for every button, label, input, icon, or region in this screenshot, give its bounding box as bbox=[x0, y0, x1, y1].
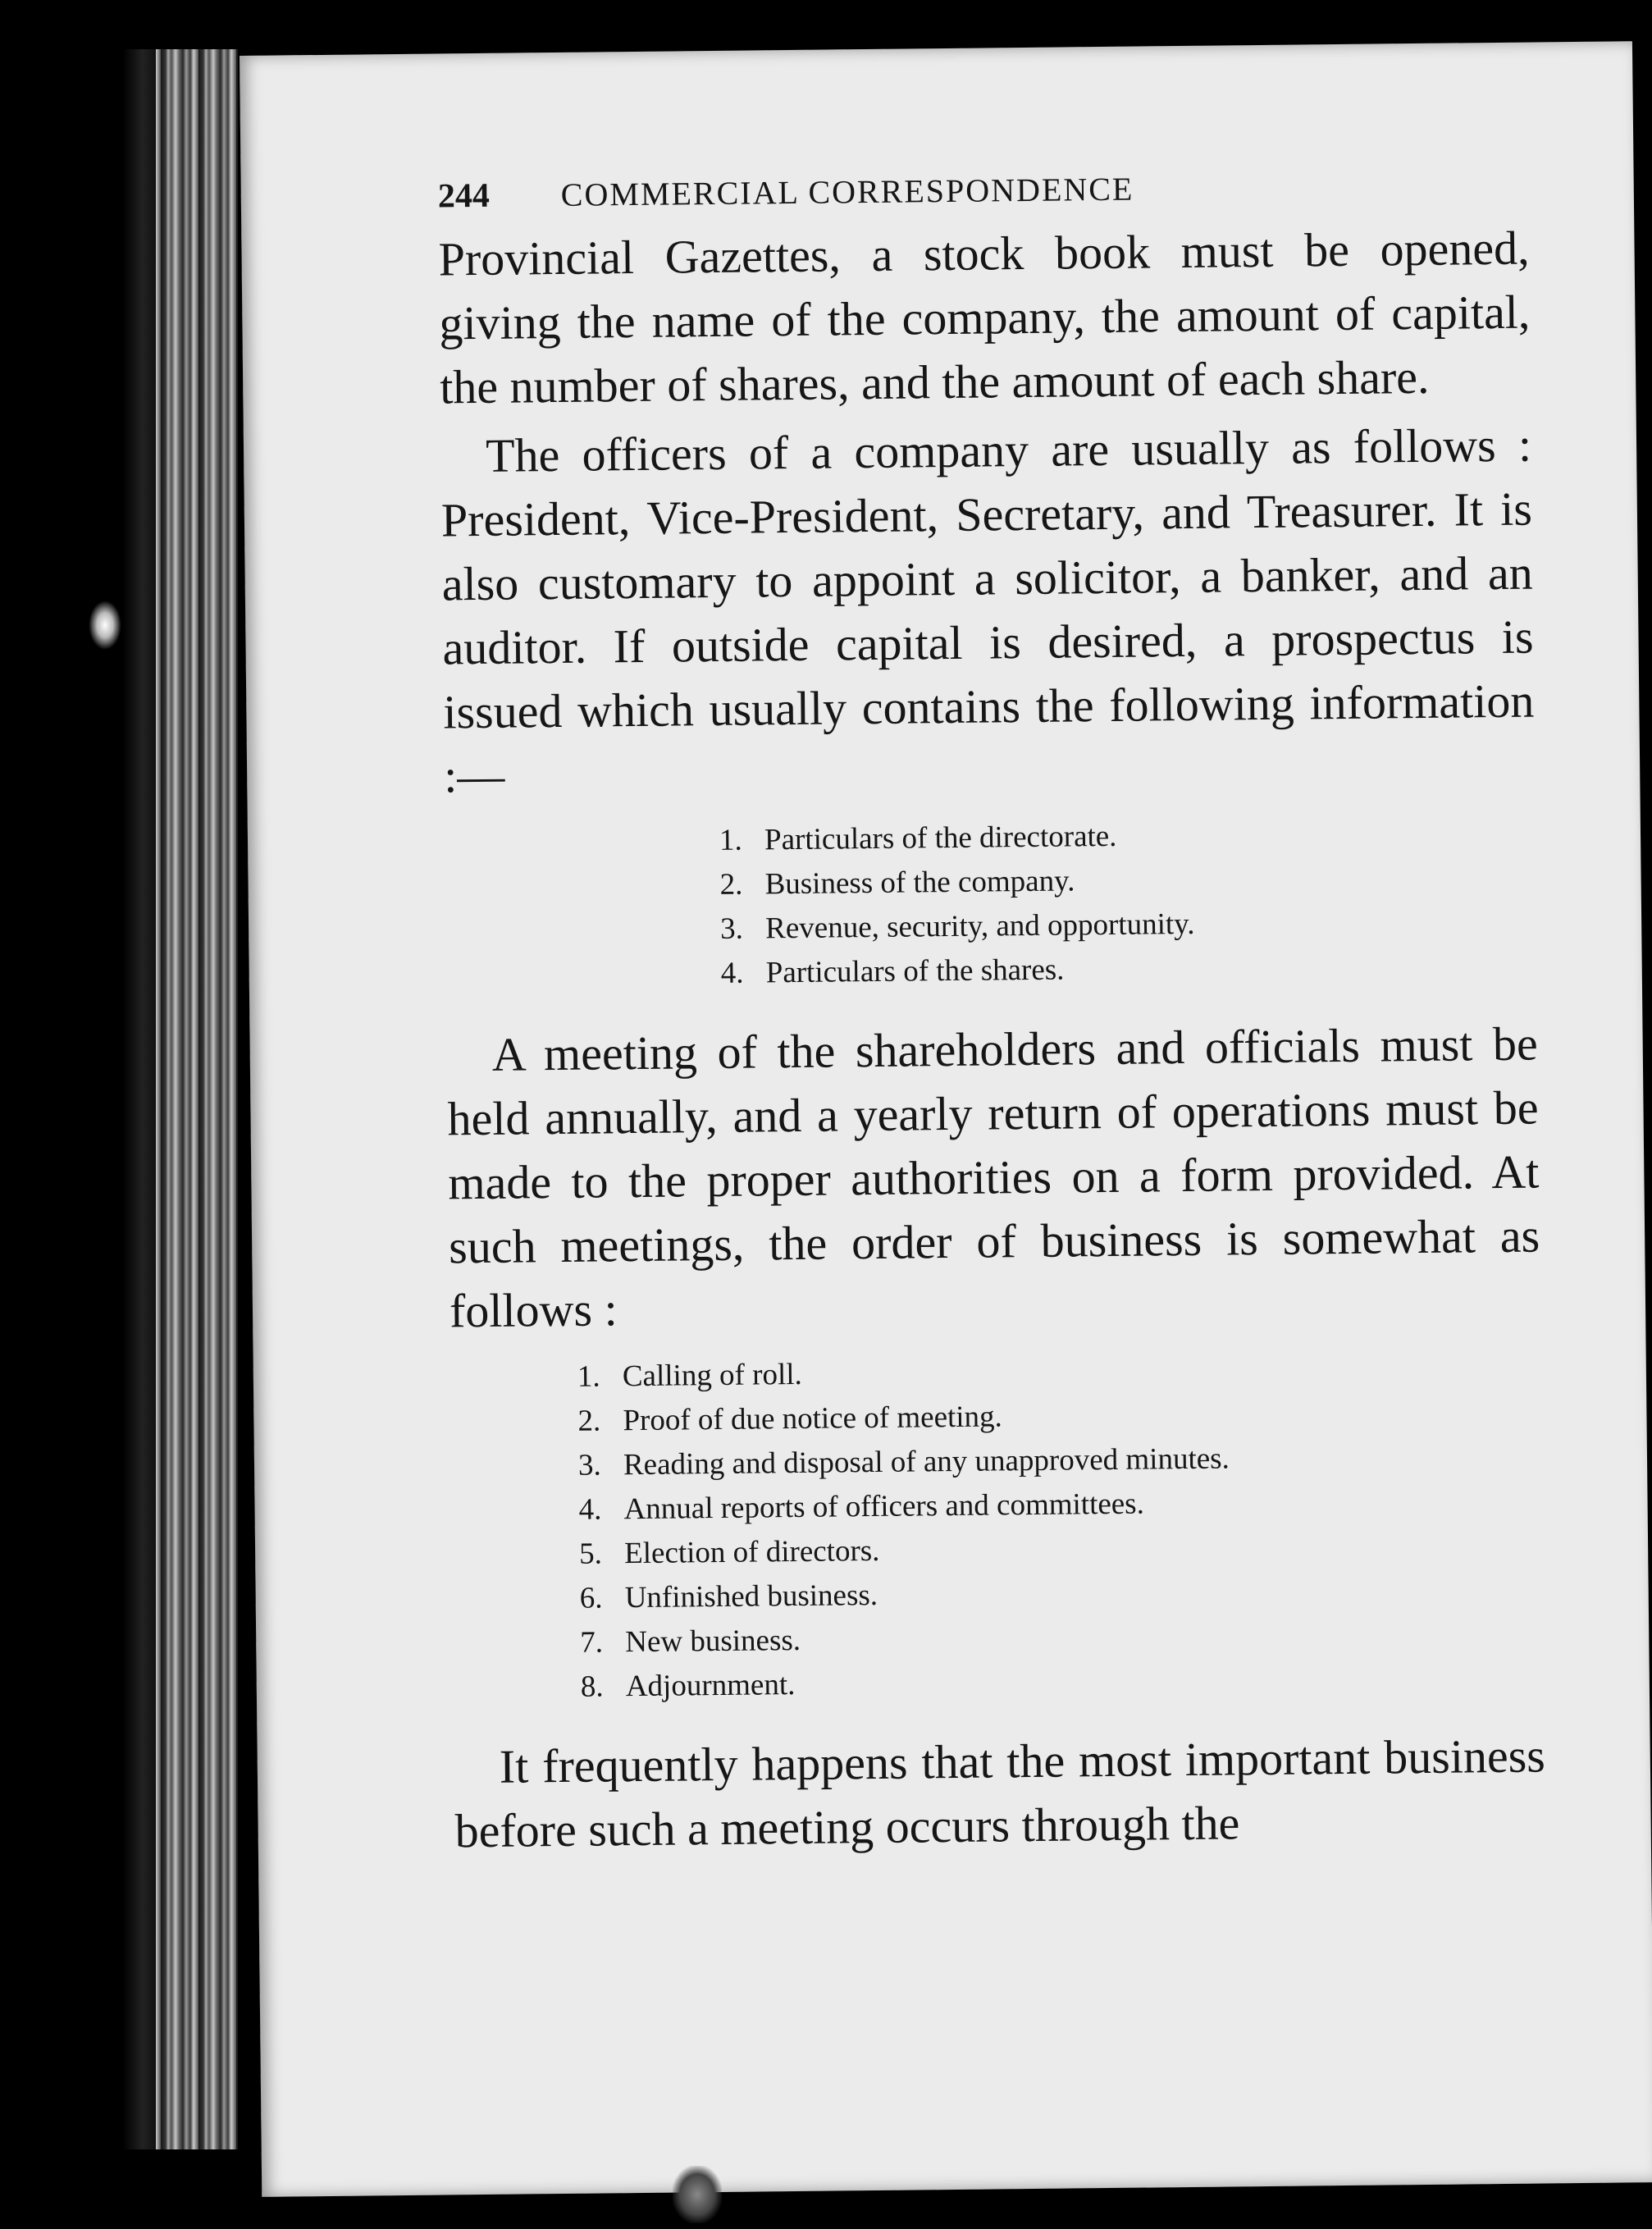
list-item: 3. Revenue, security, and opportunity. bbox=[719, 907, 1195, 946]
order-of-business-list bbox=[577, 1345, 1545, 1709]
scan-smudge bbox=[673, 2166, 722, 2223]
light-glare bbox=[89, 601, 121, 650]
list-item: 8. Adjournment. bbox=[580, 1668, 796, 1704]
list-item: 1. Particulars of the directorate. bbox=[719, 819, 1117, 857]
list-item: 3. Reading and disposal of any unapproved minutes. bbox=[577, 1441, 1230, 1482]
prospectus-list bbox=[719, 811, 1537, 996]
running-head bbox=[438, 166, 1529, 217]
list-item: 1. Calling of roll. bbox=[577, 1357, 802, 1394]
paragraph-1: Provincial Gazettes, a stock book must be opened, giving the name of the company, the amount of capital, the number of shares, and the amount of each share. bbox=[438, 221, 1531, 414]
list-item: 4. Annual reports of officers and committees. bbox=[578, 1487, 1145, 1527]
page-number: 244 bbox=[437, 176, 491, 216]
book-page bbox=[240, 41, 1652, 2197]
running-title: COMMERCIAL CORRESPONDENCE bbox=[560, 170, 1134, 213]
list-item: 2. Business of the company. bbox=[719, 864, 1075, 902]
page-content bbox=[438, 166, 1546, 1864]
paragraph-4: It frequently happens that the most important business before such a meeting occurs through the bbox=[454, 1729, 1546, 1858]
book-binding-shadow bbox=[123, 49, 156, 2149]
list-item: 2. Proof of due notice of meeting. bbox=[577, 1400, 1003, 1438]
paragraph-3: A meeting of the shareholders and officials must be held annually, and a yearly return of operations must be made to the proper authorities on a form provided. At such meetings, the order of business is somewhat as follows : bbox=[447, 1016, 1540, 1338]
paragraph-2: The officers of a company are usually as follows : President, Vice-President, Secretary, and Treasurer. It is also customary to appoint a solicitor, a banker, and an auditor. If outside capital is desired, a prospectus is issued which usually contains the following information :— bbox=[440, 418, 1535, 803]
list-item: 7. New business. bbox=[580, 1623, 801, 1660]
list-item: 6. Unfinished business. bbox=[579, 1578, 878, 1615]
list-item: 5. Election of directors. bbox=[578, 1533, 880, 1571]
list-item: 4. Particulars of the shares. bbox=[720, 952, 1065, 990]
